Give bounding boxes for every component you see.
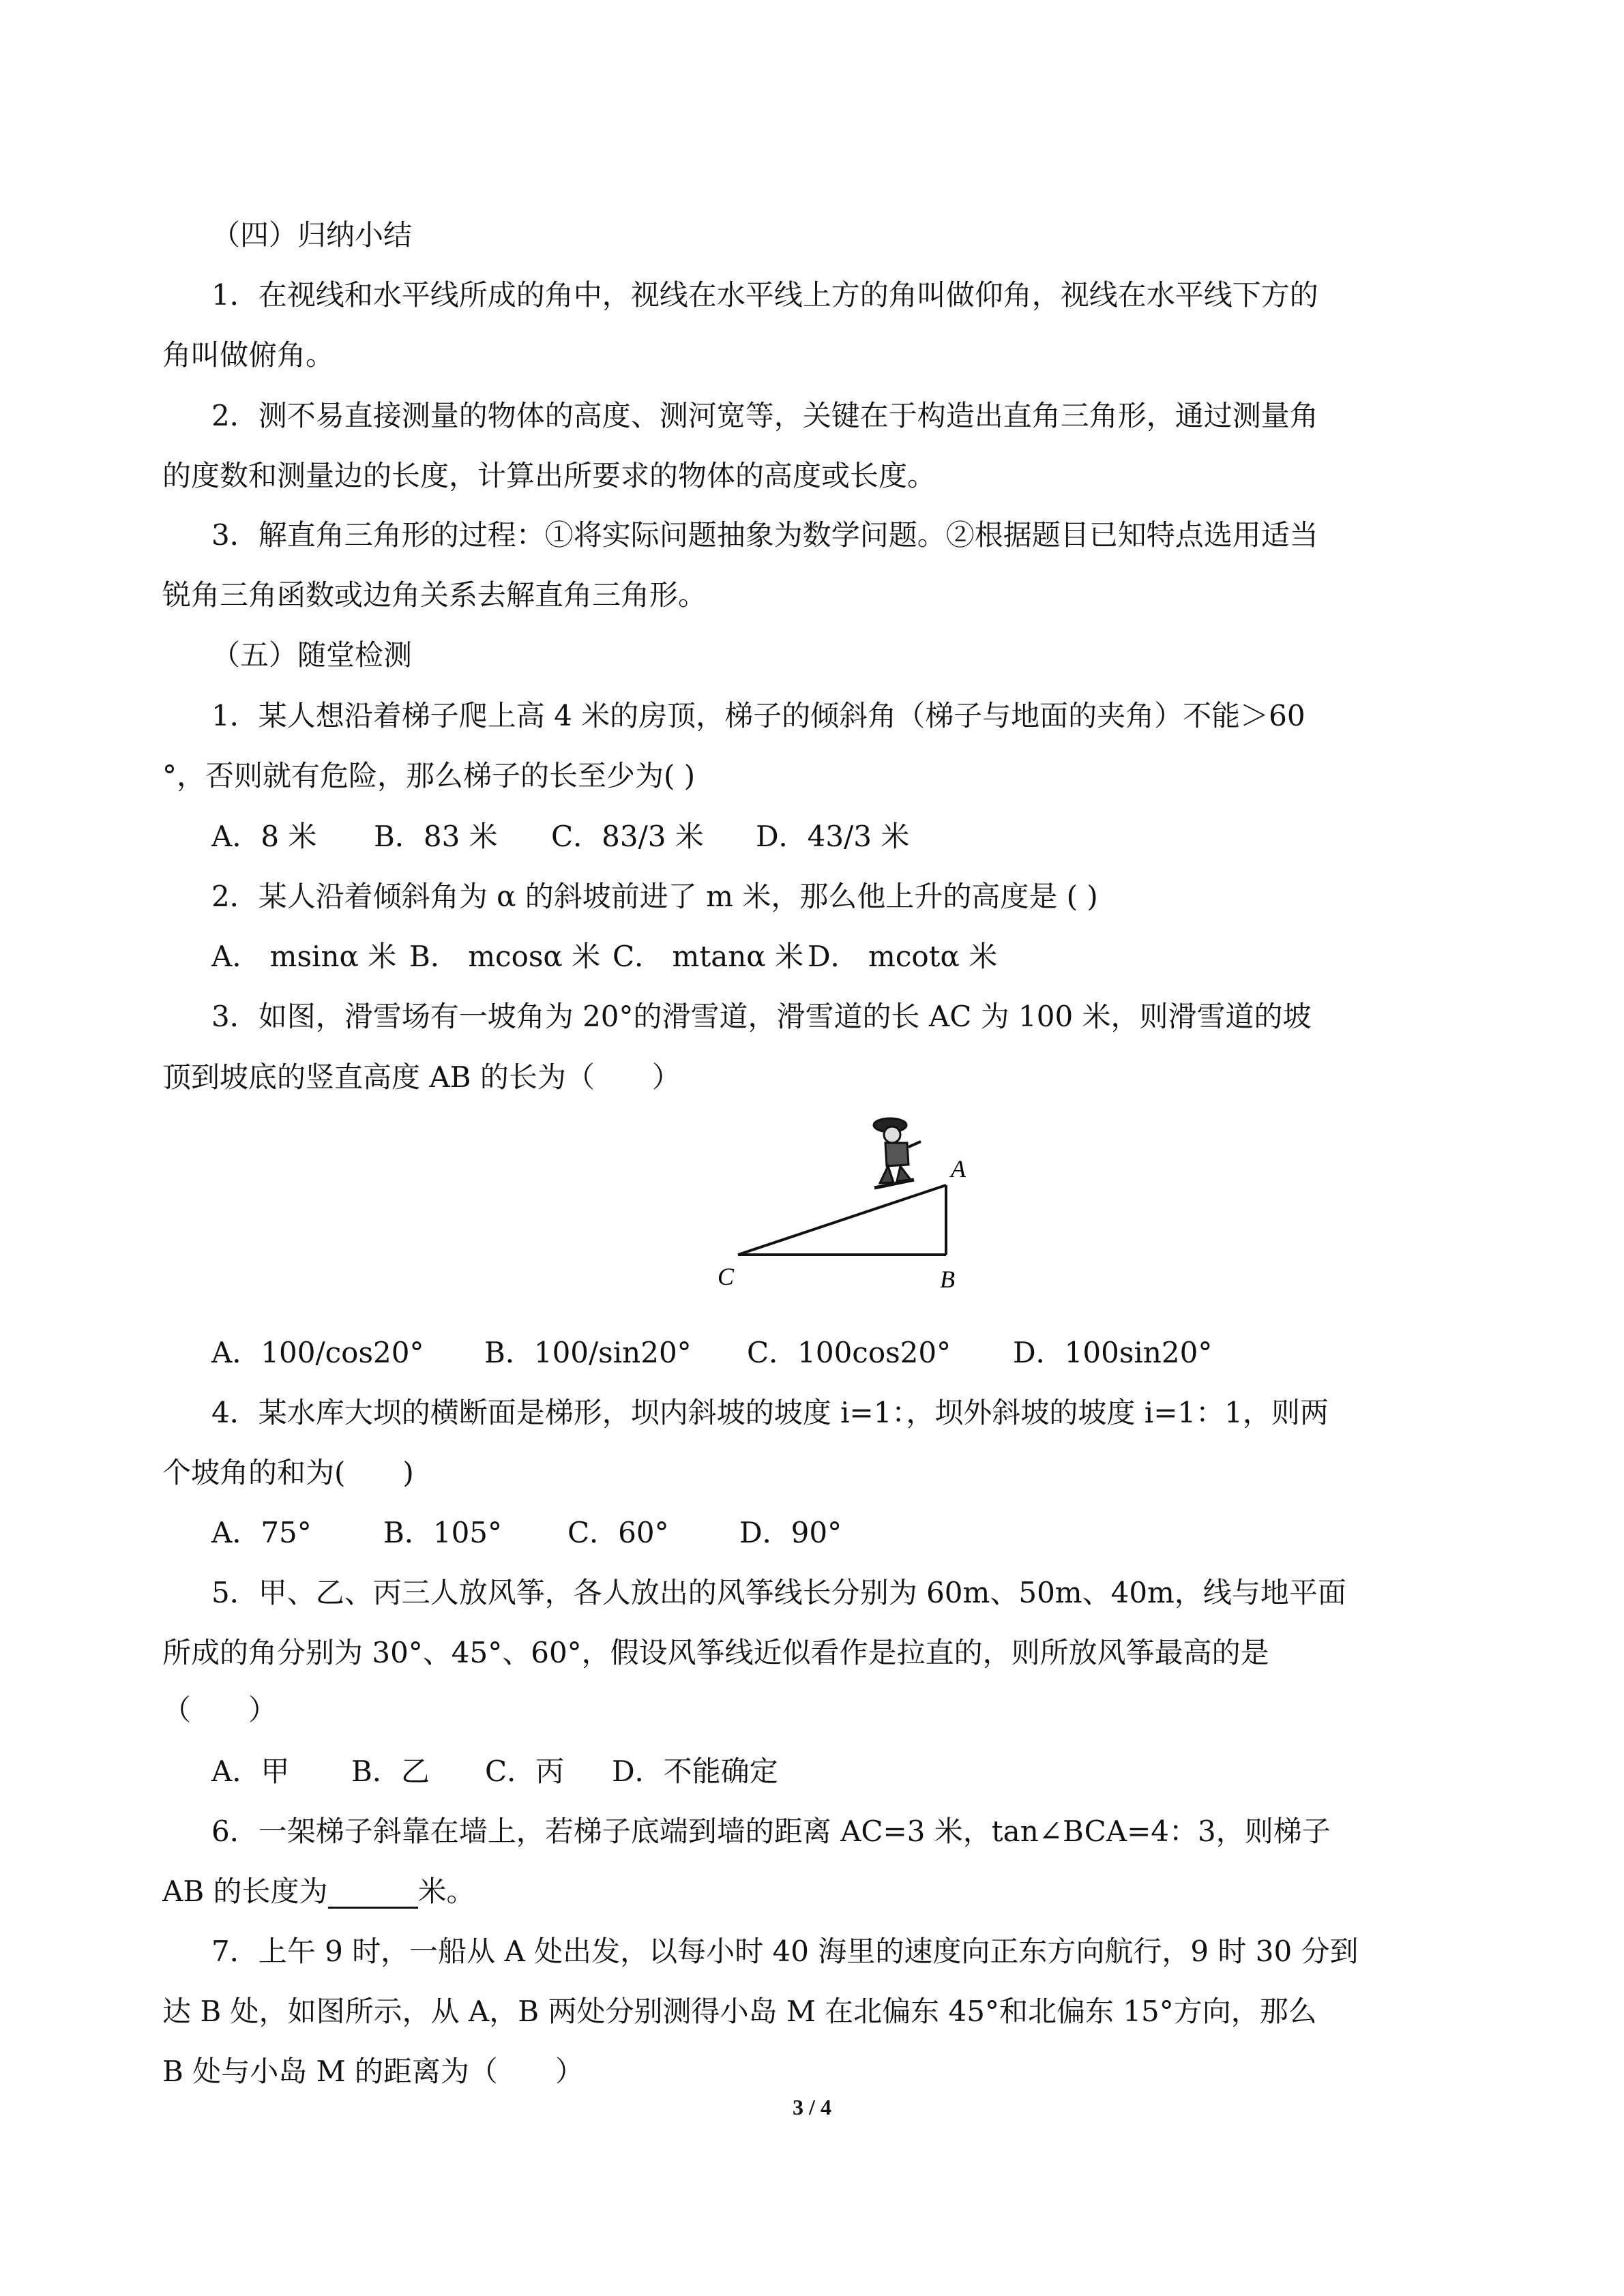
summary-point-1-line-2: 角叫做俯角。 [162, 338, 335, 372]
q4-option-b: B．105° [383, 1516, 503, 1549]
section-title-quiz: （五）随堂检测 [211, 638, 413, 672]
q4-stem-line-1: 4．某水库大坝的横断面是梯形，坝内斜坡的坡度 i=1：，坝外斜坡的坡度 i=1：1，则两 [211, 1396, 1329, 1429]
q1-option-d: D．43/3 米 [756, 820, 910, 853]
q3-options [211, 1332, 1212, 1373]
ski-slope-figure [709, 1112, 982, 1296]
skier-icon [874, 1118, 921, 1188]
q4-option-a: A．75° [211, 1516, 312, 1549]
q1-stem-line-1: 1．某人想沿着梯子爬上高 4 米的房顶，梯子的倾斜角（梯子与地面的夹角）不能＞60 [211, 699, 1305, 732]
q2-option-d: D． mcotα 米 [808, 940, 998, 973]
q3-option-d: D．100sin20° [1013, 1336, 1213, 1369]
q1-options [211, 816, 909, 857]
summary-point-2-line-1: 2．测不易直接测量的物体的高度、测河宽等，关键在于构造出直角三角形，通过测量角 [211, 399, 1318, 432]
q2-option-a: A． msinα 米 [211, 940, 397, 973]
q2-option-b: B． mcosα 米 [409, 940, 601, 973]
q2-options [211, 936, 997, 977]
q4-option-c: C．60° [567, 1516, 669, 1549]
label-a: A [951, 1155, 966, 1182]
q3-option-c: C．100cos20° [747, 1336, 951, 1369]
q1-option-c: C．83/3 米 [551, 820, 704, 853]
q5-stem-line-2: 所成的角分别为 30°、45°、60°，假设风筝线近似看作是拉直的，则所放风筝最高的是 [162, 1636, 1269, 1669]
section-title-summary: （四）归纳小结 [211, 218, 413, 252]
q6-stem-prefix: AB 的长度为 [162, 1875, 328, 1908]
q6-stem-suffix: 米。 [417, 1875, 475, 1908]
q5-options [211, 1751, 778, 1792]
q5-stem-line-3: （ ） [162, 1693, 278, 1727]
q3-stem-line-2: 顶到坡底的竖直高度 AB 的长为（ ） [162, 1060, 681, 1094]
label-c: C [718, 1263, 735, 1290]
q4-stem-line-2: 个坡角的和为( ) [162, 1456, 414, 1489]
summary-point-2-line-2: 的度数和测量边的长度，计算出所要求的物体的高度或长度。 [162, 459, 936, 492]
q7-stem-line-2: 达 B 处，如图所示，从 A，B 两处分别测得小岛 M 在北偏东 45°和北偏东 15°方向，那么 [162, 1995, 1317, 2028]
summary-point-3-line-1: 3．解直角三角形的过程：①将实际问题抽象为数学问题。②根据题目已知特点选用适当 [211, 518, 1318, 552]
q1-option-b: B．83 米 [374, 820, 498, 853]
q5-option-d: D．不能确定 [612, 1755, 778, 1788]
summary-point-1-line-1: 1．在视线和水平线所成的角中，视线在水平线上方的角叫做仰角，视线在水平线下方的 [211, 278, 1318, 312]
slope-ac [738, 1185, 946, 1255]
q5-option-a: A．甲 [211, 1755, 290, 1788]
q1-option-a: A．8 米 [211, 820, 317, 853]
q5-option-b: B．乙 [351, 1755, 430, 1788]
q5-stem-line-1: 5．甲、乙、丙三人放风筝，各人放出的风筝线长分别为 60m、50m、40m，线与地平面 [211, 1576, 1346, 1609]
q3-option-b: B．100/sin20° [484, 1336, 692, 1369]
q6-answer-blank [328, 1877, 418, 1909]
q2-stem: 2．某人沿着倾斜角为 α 的斜坡前进了 m 米，那么他上升的高度是 ( ) [211, 880, 1098, 913]
q7-stem-line-1: 7．上午 9 时，一船从 A 处出发，以每小时 40 海里的速度向正东方向航行，9 时 30 分到 [211, 1935, 1359, 1968]
q3-option-a: A．100/cos20° [211, 1336, 424, 1369]
q7-stem-line-3: B 处与小岛 M 的距离为（ ） [162, 2055, 584, 2088]
q3-stem-line-1: 3．如图，滑雪场有一坡角为 20°的滑雪道，滑雪道的长 AC 为 100 米，则滑雪道的坡 [211, 1000, 1312, 1033]
q2-option-c: C． mtanα 米 [612, 940, 803, 973]
page-number: 3 / 4 [793, 2095, 831, 2119]
q6-stem-line-1: 6．一架梯子斜靠在墙上，若梯子底端到墙的距离 AC=3 米，tan∠BCA=4：3，则梯子 [211, 1815, 1331, 1848]
summary-point-3-line-2: 锐角三角函数或边角关系去解直角三角形。 [162, 578, 707, 612]
q5-option-c: C．丙 [485, 1755, 565, 1788]
q4-options [211, 1512, 842, 1553]
q6-stem-line-2 [162, 1871, 475, 1912]
q4-option-d: D．90° [739, 1516, 842, 1549]
label-b: B [940, 1266, 955, 1293]
q1-stem-line-2: °，否则就有危险，那么梯子的长至少为( ) [162, 759, 696, 792]
